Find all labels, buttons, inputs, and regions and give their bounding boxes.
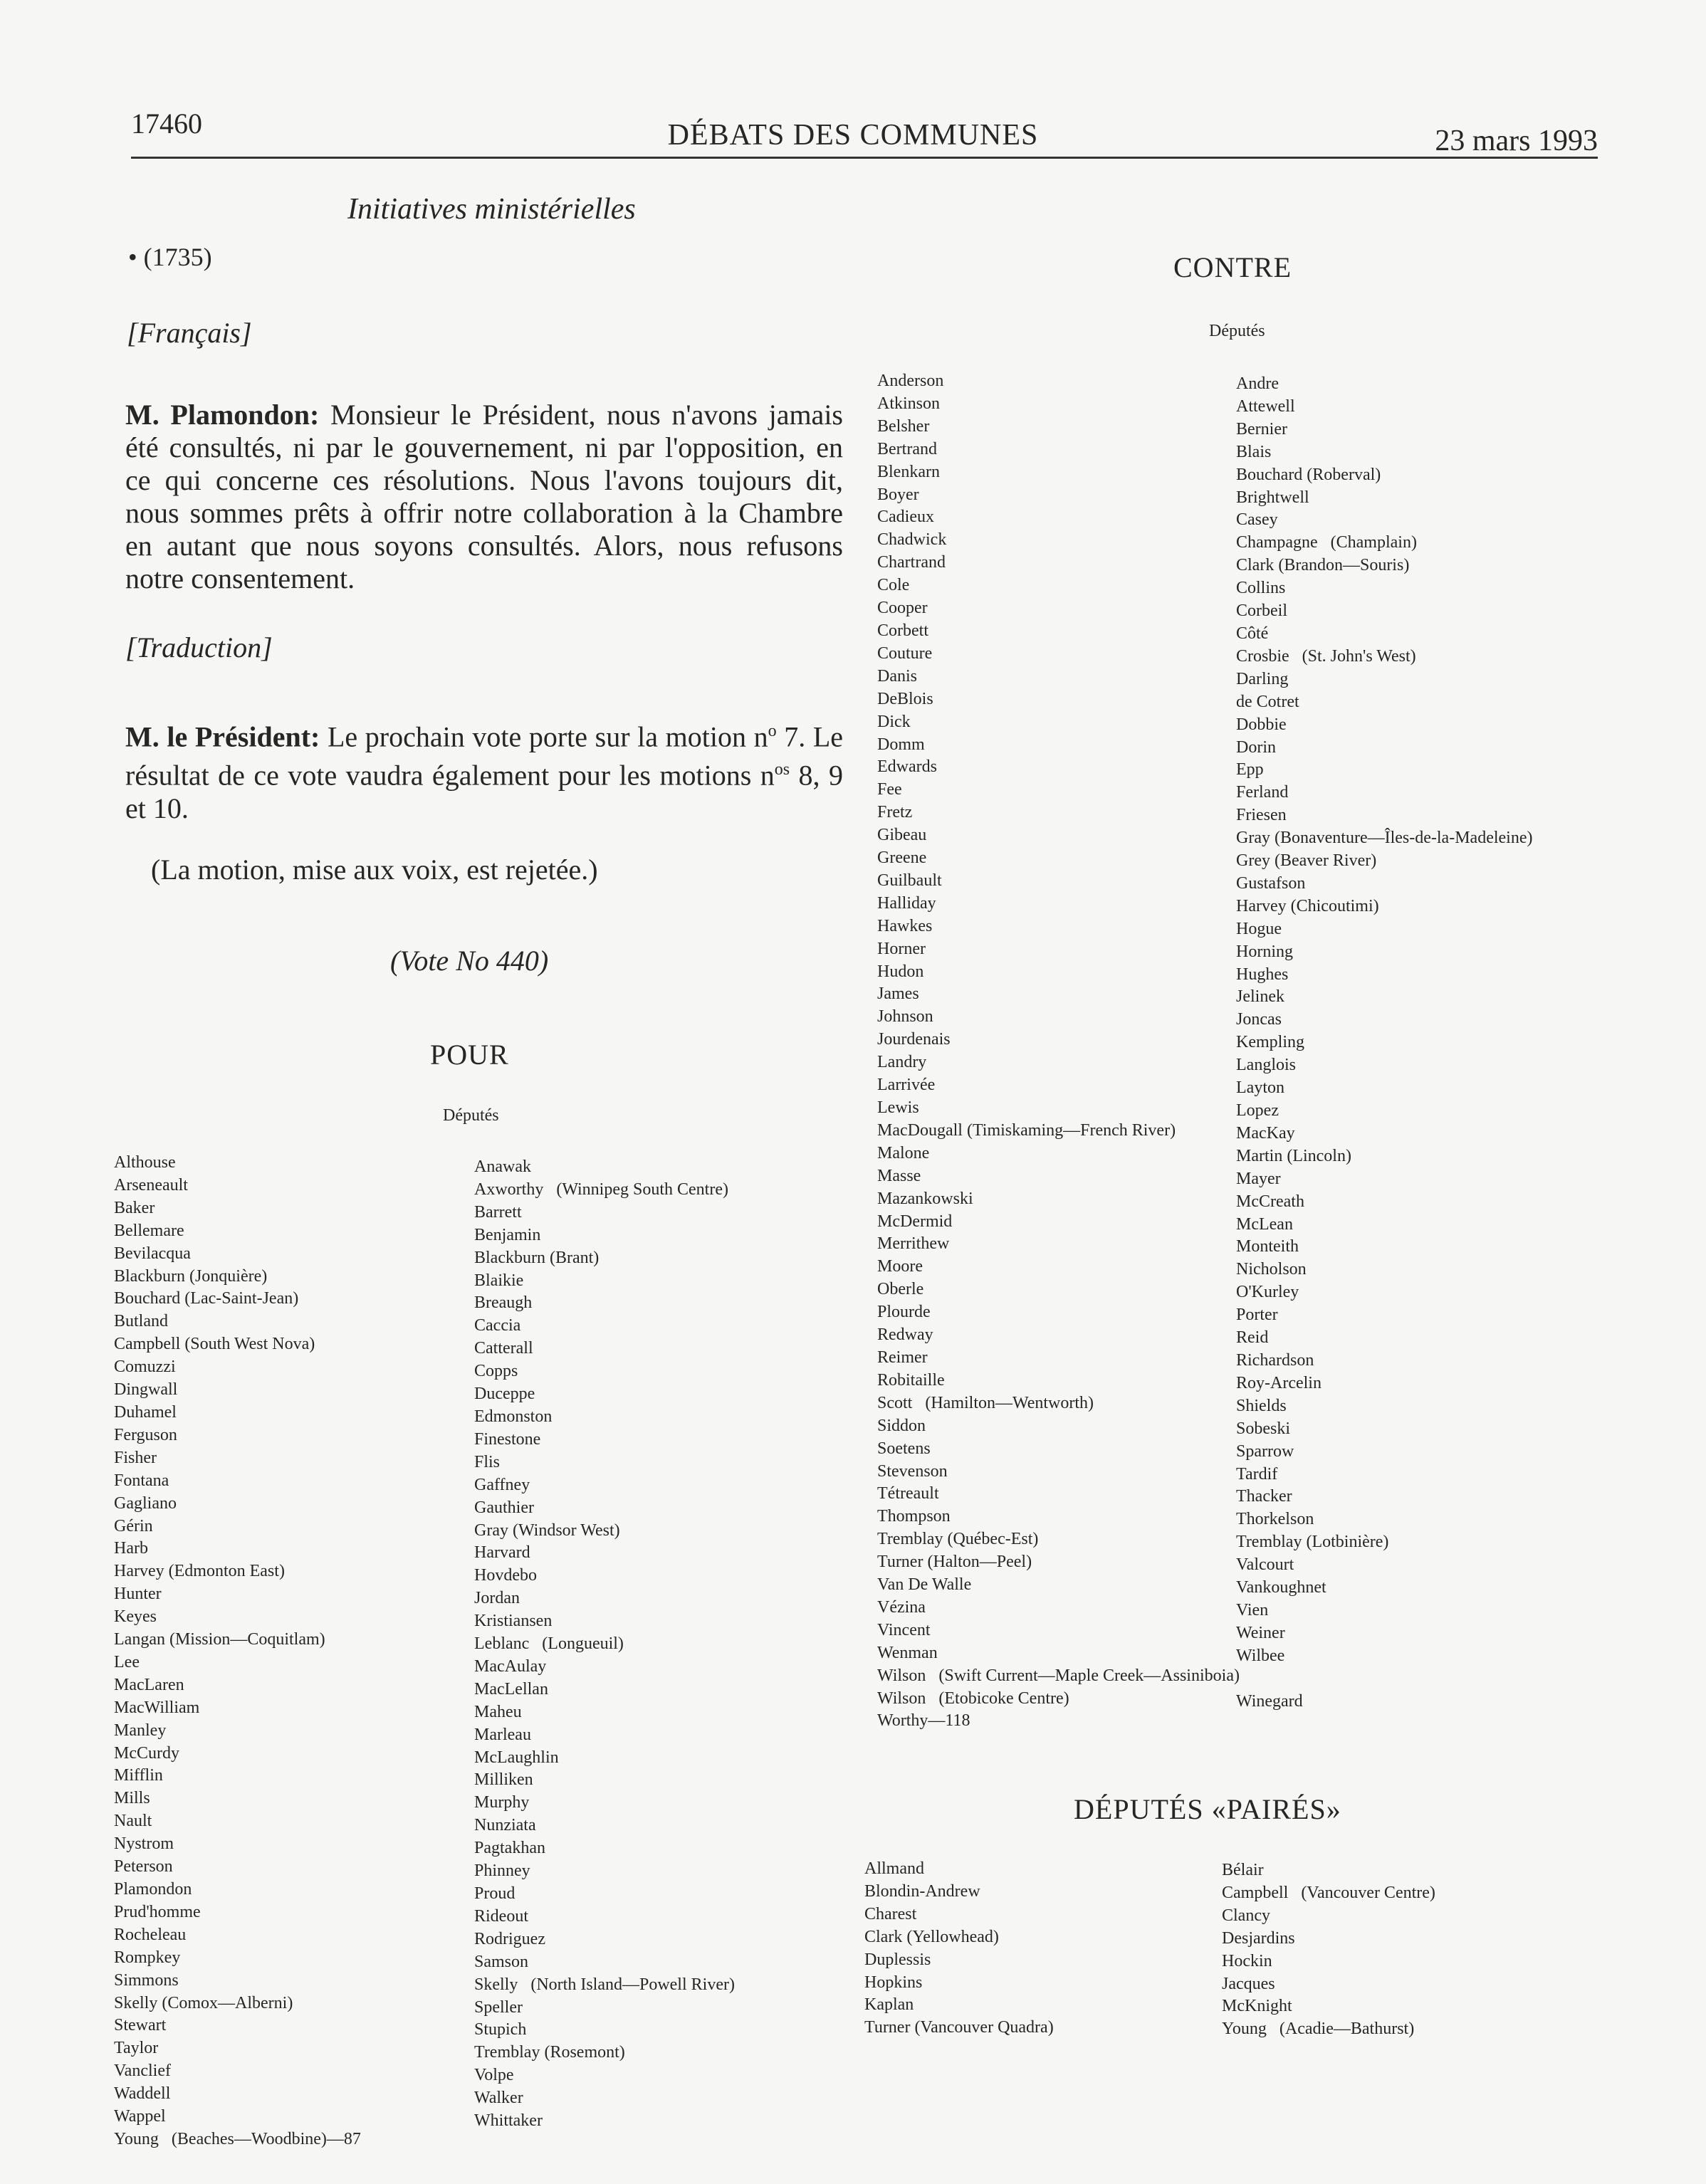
contre-list-column-2 — [1236, 373, 1532, 1713]
timestamp: • (1735) — [128, 243, 212, 271]
member-name: Shields — [1236, 1396, 1287, 1415]
member-name: Harvey (Chicoutimi) — [1236, 896, 1379, 915]
member-name: Desjardins — [1222, 1928, 1295, 1948]
member-name: Jourdenais — [877, 1030, 951, 1049]
member-name: Blaikie — [474, 1271, 524, 1290]
contre-subheading: Députés — [1209, 322, 1265, 340]
member-name: Bernier — [1236, 419, 1287, 439]
statement-text: Monsieur le Président, nous n'avons jamais été consultés, ni par le gouvernement, ni par l'opposition, en ce qui concerne ces résolutions. Nous l'avons toujours dit, nous sommes prêts à offrir notre collaboration à la Chambre en autant que nous soyons consultés. Alors, nous refusons notre consentement. — [125, 399, 843, 594]
pour-list-column-1 — [114, 1152, 361, 2151]
member-name: Stupich — [474, 2020, 527, 2039]
member-name: Barrett — [474, 1202, 522, 1222]
member-name: Jelinek — [1236, 987, 1284, 1007]
member-name: Bertrand — [877, 439, 937, 458]
statement-text: 8, 9 et 10. — [125, 759, 843, 824]
member-name: Bouchard (Lac-Saint-Jean) — [114, 1289, 299, 1308]
member-name: Johnson — [877, 1007, 933, 1027]
member-name: Guilbault — [877, 871, 942, 890]
member-name: Harb — [114, 1539, 148, 1558]
member-name: Scott (Hamilton—Wentworth) — [877, 1393, 1094, 1412]
member-name: Lopez — [1236, 1101, 1279, 1120]
member-name: Kaplan — [864, 1995, 914, 2015]
member-name: Prud'homme — [114, 1902, 201, 1921]
member-name: Vincent — [877, 1620, 931, 1639]
member-name: Mills — [114, 1789, 150, 1808]
member-name: Weiner — [1236, 1623, 1285, 1642]
member-name: Waddell — [114, 2084, 171, 2104]
page-number: 17460 — [131, 107, 202, 140]
member-name: Charest — [864, 1904, 917, 1923]
member-name: Casey — [1236, 510, 1278, 530]
member-name: Redway — [877, 1325, 933, 1345]
member-name: Peterson — [114, 1857, 173, 1876]
member-name: Finestone — [474, 1429, 541, 1449]
member-name: Van De Walle — [877, 1575, 972, 1595]
member-name: Chadwick — [877, 530, 947, 550]
member-name: Volpe — [474, 2066, 514, 2085]
member-name: Fontana — [114, 1471, 169, 1490]
member-name: Kempling — [1236, 1033, 1304, 1052]
member-name: Gaffney — [474, 1475, 530, 1494]
language-marker-french: [Français] — [127, 317, 252, 349]
member-name: Robitaille — [877, 1370, 945, 1390]
member-name: Fee — [877, 780, 902, 799]
member-name: MacLellan — [474, 1679, 548, 1699]
member-name: Stewart — [114, 2016, 167, 2035]
paires-heading: DÉPUTÉS «PAIRÉS» — [1074, 1793, 1341, 1825]
member-name: Clark (Brandon—Souris) — [1236, 556, 1410, 575]
plamondon-statement — [125, 399, 843, 595]
member-name: Flis — [474, 1452, 501, 1471]
member-name: Nault — [114, 1812, 152, 1831]
member-name: Collins — [1236, 579, 1286, 598]
member-name — [1236, 1668, 1532, 1691]
member-name: Young (Beaches—Woodbine)—87 — [114, 2129, 361, 2148]
member-name: Wappel — [114, 2107, 166, 2126]
member-name: McKnight — [1222, 1997, 1292, 2016]
member-name: Campbell (South West Nova) — [114, 1335, 315, 1354]
member-name: Maheu — [474, 1702, 522, 1721]
member-name: Bevilacqua — [114, 1244, 191, 1263]
member-name: Blackburn (Jonquière) — [114, 1266, 268, 1286]
member-name: Wilbee — [1236, 1646, 1285, 1665]
member-name: Manley — [114, 1721, 167, 1740]
member-name: Whittaker — [474, 2111, 543, 2131]
member-name: Gray (Bonaventure—Îles-de-la-Madeleine) — [1236, 829, 1533, 848]
language-marker-translation: [Traduction] — [125, 631, 273, 663]
member-name: Keyes — [114, 1607, 157, 1627]
member-name: Andre — [1236, 374, 1279, 393]
president-statement — [125, 715, 843, 825]
member-name: Wenman — [877, 1643, 938, 1662]
member-name: Sparrow — [1236, 1442, 1294, 1461]
member-name: Skelly (Comox—Alberni) — [114, 1993, 293, 2012]
member-name: Bélair — [1222, 1861, 1264, 1879]
member-name: MacLaren — [114, 1675, 184, 1694]
member-name: Hawkes — [877, 916, 933, 935]
member-name: Gray (Windsor West) — [474, 1521, 620, 1540]
member-name: Dingwall — [114, 1380, 178, 1400]
pour-subheading: Députés — [443, 1106, 499, 1125]
member-name: Winegard — [1236, 1691, 1303, 1711]
member-name: Turner (Halton—Peel) — [877, 1553, 1032, 1572]
member-name: Tremblay (Lotbinière) — [1236, 1533, 1389, 1552]
member-name: Wilson (Etobicoke Centre) — [877, 1689, 1069, 1708]
member-name: Nicholson — [1236, 1260, 1307, 1279]
member-name: MacAulay — [474, 1657, 547, 1676]
member-name: Taylor — [114, 2039, 159, 2058]
member-name: Thacker — [1236, 1487, 1292, 1506]
member-name: Speller — [474, 1997, 523, 2017]
member-name: McLaughlin — [474, 1748, 559, 1767]
member-name: Sobeski — [1236, 1419, 1291, 1438]
member-name: Ferland — [1236, 783, 1289, 802]
member-name: Samson — [474, 1952, 529, 1971]
statement-text: Le prochain vote porte sur la motion n — [320, 720, 768, 753]
member-name: DeBlois — [877, 689, 933, 708]
member-name: Murphy — [474, 1793, 530, 1812]
member-name: Langan (Mission—Coquitlam) — [114, 1630, 325, 1649]
member-name: Baker — [114, 1198, 155, 1217]
member-name: Hughes — [1236, 965, 1289, 984]
member-name: Attewell — [1236, 397, 1295, 416]
member-name: Reimer — [877, 1348, 928, 1367]
member-name: Duhamel — [114, 1402, 177, 1422]
member-name: Kristiansen — [474, 1612, 553, 1631]
member-name: Hogue — [1236, 919, 1282, 938]
member-name: Dick — [877, 712, 911, 731]
member-name: Edmonston — [474, 1407, 553, 1426]
member-name: Nystrom — [114, 1834, 174, 1854]
member-name: Richardson — [1236, 1350, 1314, 1370]
member-name: Cadieux — [877, 508, 934, 527]
member-name: Plamondon — [114, 1880, 192, 1899]
member-name: Blenkarn — [877, 462, 940, 481]
member-name: Epp — [1236, 760, 1264, 779]
member-name: Friesen — [1236, 806, 1287, 825]
member-name: Reid — [1236, 1328, 1269, 1348]
paires-list-column-1 — [864, 1858, 1054, 2039]
member-name: Halliday — [877, 893, 936, 913]
member-name: Althouse — [114, 1153, 176, 1172]
member-name: Crosbie (St. John's West) — [1236, 646, 1416, 666]
member-name: Hopkins — [864, 1973, 923, 1992]
member-name: McCreath — [1236, 1192, 1304, 1211]
member-name: Moore — [877, 1257, 923, 1276]
contre-heading: CONTRE — [1173, 251, 1292, 283]
member-name: Dobbie — [1236, 715, 1287, 734]
paires-list-column-2 — [1222, 1859, 1435, 2041]
member-name: Edwards — [877, 757, 937, 777]
member-name: Copps — [474, 1362, 518, 1381]
member-name: Rideout — [474, 1906, 528, 1926]
member-name: Lewis — [877, 1098, 919, 1117]
member-name: Blackburn (Brant) — [474, 1248, 600, 1267]
contre-list-column-1 — [877, 370, 1240, 1733]
vote-result: (La motion, mise aux voix, est rejetée.) — [151, 854, 598, 886]
member-name: Domm — [877, 735, 925, 754]
member-name: Simmons — [114, 1970, 179, 1990]
member-name: Chartrand — [877, 553, 946, 572]
speaker-name: M. Plamondon: — [125, 399, 320, 431]
member-name: Cooper — [877, 599, 928, 618]
member-name: Belsher — [877, 416, 930, 436]
member-name: Grey (Beaver River) — [1236, 851, 1377, 871]
member-name: Duplessis — [864, 1950, 931, 1969]
member-name: Martin (Lincoln) — [1236, 1146, 1351, 1165]
member-name: Benjamin — [474, 1225, 541, 1244]
member-name: de Cotret — [1236, 692, 1299, 711]
member-name: Malone — [877, 1143, 930, 1162]
member-name: Larrivée — [877, 1076, 936, 1095]
member-name: Siddon — [877, 1416, 926, 1435]
member-name: Bellemare — [114, 1221, 184, 1240]
member-name: Côté — [1236, 624, 1269, 643]
member-name: Langlois — [1236, 1056, 1296, 1075]
member-name: Vézina — [877, 1597, 926, 1617]
statement-text: 7. Le résultat de ce vote vaudra également pour les motions n — [125, 720, 844, 792]
member-name: Marleau — [474, 1725, 531, 1744]
member-name: Turner (Vancouver Quadra) — [864, 2018, 1054, 2037]
member-name: Jordan — [474, 1589, 520, 1608]
header-rule — [131, 157, 1598, 159]
member-name: Bouchard (Roberval) — [1236, 465, 1381, 484]
member-name: Caccia — [474, 1316, 521, 1335]
member-name: Gauthier — [474, 1498, 534, 1517]
member-name: Hudon — [877, 962, 924, 981]
member-name: Nunziata — [474, 1816, 536, 1835]
member-name: Fisher — [114, 1448, 157, 1467]
member-name: McCurdy — [114, 1743, 179, 1763]
pour-heading: POUR — [430, 1039, 509, 1071]
member-name: Boyer — [877, 485, 919, 504]
member-name: Layton — [1236, 1078, 1284, 1098]
member-name: Allmand — [864, 1859, 924, 1878]
member-name: Soetens — [877, 1439, 931, 1458]
member-name: Landry — [877, 1053, 927, 1072]
member-name: Gagliano — [114, 1493, 177, 1513]
member-name: Lee — [114, 1652, 140, 1671]
member-name: McLean — [1236, 1214, 1293, 1234]
member-name: Arseneault — [114, 1175, 188, 1195]
running-title: DÉBATS DES COMMUNES — [667, 119, 1039, 152]
member-name: Milliken — [474, 1770, 533, 1790]
member-name: Comuzzi — [114, 1358, 176, 1377]
member-name: Breaugh — [474, 1293, 533, 1313]
member-name: Thorkelson — [1236, 1510, 1314, 1529]
member-name: Wilson (Swift Current—Maple Creek—Assiniboia) — [877, 1666, 1240, 1685]
member-name: Vien — [1236, 1600, 1269, 1619]
member-name: MacDougall (Timiskaming—French River) — [877, 1120, 1176, 1140]
member-name: Cole — [877, 576, 910, 595]
member-name: Merrithew — [877, 1234, 950, 1254]
member-name: Gérin — [114, 1516, 153, 1535]
member-name: Harvard — [474, 1543, 530, 1563]
member-name: Anawak — [474, 1157, 531, 1176]
member-name: Anderson — [877, 372, 944, 390]
member-name: Oberle — [877, 1280, 924, 1299]
member-name: Fretz — [877, 803, 913, 822]
member-name: Worthy—118 — [877, 1711, 970, 1731]
member-name: Clancy — [1222, 1906, 1270, 1925]
member-name: Vankoughnet — [1236, 1578, 1326, 1597]
vote-number: (Vote No 440) — [390, 945, 549, 977]
section-title: Initiatives ministérielles — [347, 193, 636, 226]
member-name: O'Kurley — [1236, 1283, 1299, 1302]
speaker-name: M. le Président: — [125, 720, 320, 753]
member-name: Hovdebo — [474, 1566, 537, 1585]
member-name: Hunter — [114, 1585, 162, 1604]
member-name: Harvey (Edmonton East) — [114, 1562, 285, 1581]
member-name: Axworthy (Winnipeg South Centre) — [474, 1180, 728, 1199]
member-name: Duceppe — [474, 1385, 535, 1404]
member-name: Darling — [1236, 669, 1289, 688]
member-name: MacKay — [1236, 1123, 1295, 1143]
member-name: Jacques — [1222, 1974, 1275, 1993]
member-name: Tremblay (Québec-Est) — [877, 1530, 1039, 1549]
member-name: James — [877, 985, 919, 1004]
member-name: Porter — [1236, 1306, 1278, 1325]
member-name: Dorin — [1236, 737, 1276, 757]
member-name: Couture — [877, 644, 933, 663]
member-name: Joncas — [1236, 1010, 1282, 1029]
page-date: 23 mars 1993 — [1435, 125, 1598, 157]
member-name: Campbell (Vancouver Centre) — [1222, 1883, 1435, 1902]
member-name: Tremblay (Rosemont) — [474, 2043, 625, 2062]
member-name: Blondin-Andrew — [864, 1881, 980, 1901]
member-name: Vanclief — [114, 2062, 171, 2081]
member-name: Gibeau — [877, 826, 927, 845]
superscript: os — [774, 760, 790, 779]
member-name: Tardif — [1236, 1464, 1278, 1484]
member-name: Rocheleau — [114, 1925, 187, 1944]
member-name: Skelly (North Island—Powell River) — [474, 1975, 735, 1994]
member-name: Valcourt — [1236, 1555, 1294, 1575]
member-name: Leblanc (Longueuil) — [474, 1634, 624, 1654]
member-name: Mazankowski — [877, 1189, 973, 1208]
member-name: Walker — [474, 2089, 523, 2108]
member-name: Plourde — [877, 1303, 931, 1322]
member-name: Ferguson — [114, 1425, 177, 1444]
superscript: o — [768, 722, 777, 740]
pour-list-column-2 — [474, 1156, 735, 2133]
member-name: Butland — [114, 1312, 168, 1331]
member-name: Horning — [1236, 942, 1293, 961]
member-name: Horner — [877, 939, 926, 958]
member-name: Pagtakhan — [474, 1839, 545, 1858]
member-name: Thompson — [877, 1507, 951, 1526]
member-name: Phinney — [474, 1862, 530, 1881]
member-name: Greene — [877, 849, 927, 868]
member-name: Clark (Yellowhead) — [864, 1927, 999, 1946]
member-name: Mifflin — [114, 1766, 163, 1785]
member-name: McDermid — [877, 1212, 953, 1231]
member-name: Brightwell — [1236, 488, 1309, 507]
member-name: Catterall — [474, 1339, 533, 1358]
member-name: Rompkey — [114, 1948, 181, 1967]
member-name: Gustafson — [1236, 873, 1306, 893]
member-name: Atkinson — [877, 394, 941, 413]
member-name: Corbett — [877, 621, 928, 640]
member-name: Corbeil — [1236, 602, 1287, 621]
member-name: Mayer — [1236, 1169, 1281, 1188]
member-name: Young (Acadie—Bathurst) — [1222, 2020, 1415, 2039]
member-name: Proud — [474, 1884, 516, 1903]
member-name: Rodriguez — [474, 1929, 545, 1948]
member-name: Stevenson — [877, 1461, 948, 1481]
member-name: Blais — [1236, 442, 1272, 461]
member-name: Roy-Arcelin — [1236, 1373, 1322, 1392]
member-name: Masse — [877, 1166, 921, 1185]
member-name: Danis — [877, 666, 917, 686]
member-name: MacWilliam — [114, 1698, 200, 1717]
member-name: Hockin — [1222, 1951, 1272, 1970]
member-name: Tétreault — [877, 1484, 939, 1503]
member-name: Monteith — [1236, 1237, 1299, 1256]
member-name: Champagne (Champlain) — [1236, 533, 1417, 552]
